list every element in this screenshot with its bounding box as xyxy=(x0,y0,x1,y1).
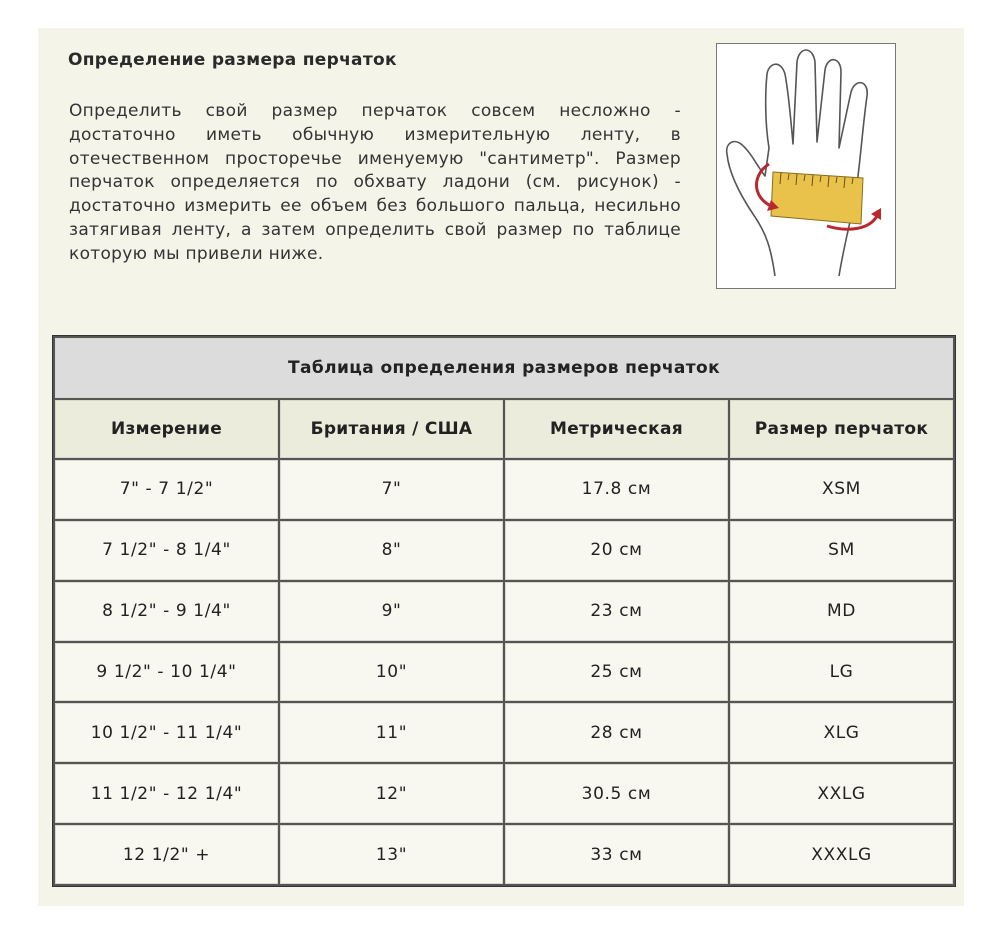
column-header: Британия / США xyxy=(280,400,503,458)
table-cell: 11 1/2" - 12 1/4" xyxy=(55,764,278,823)
table-cell: 23 см xyxy=(505,582,728,641)
table-cell: 11" xyxy=(280,703,503,762)
table-cell: 9" xyxy=(280,582,503,641)
size-table xyxy=(52,335,956,887)
table-cell: 12" xyxy=(280,764,503,823)
table-cell: 7" xyxy=(280,460,503,519)
table-cell: 17.8 см xyxy=(505,460,728,519)
column-header: Метрическая xyxy=(505,400,728,458)
column-header: Измерение xyxy=(55,400,278,458)
table-cell: MD xyxy=(730,582,953,641)
table-cell: 9 1/2" - 10 1/4" xyxy=(55,643,278,702)
column-header: Размер перчаток xyxy=(730,400,953,458)
table-cell: 25 см xyxy=(505,643,728,702)
table-cell: 20 см xyxy=(505,521,728,580)
intro-paragraph: Определить свой размер перчаток совсем несложно - достаточно иметь обычную измерительную ленту, в отечественном просторечье именуемую "сантиметр". Размер перчаток определяется по обхвату ладони (см. рисунок) - достаточно измерить ее объем без большого пальца, несильно затягивая ленту, а затем определить свой размер по таблице которую мы привели ниже. xyxy=(69,101,681,264)
table-row xyxy=(55,643,953,702)
table-cell: XSM xyxy=(730,460,953,519)
table-cell: LG xyxy=(730,643,953,702)
table-row xyxy=(55,764,953,823)
table-cell: 33 см xyxy=(505,825,728,884)
table-row xyxy=(55,825,953,884)
table-cell: 13" xyxy=(280,825,503,884)
table-cell: 10 1/2" - 11 1/4" xyxy=(55,703,278,762)
table-cell: 10" xyxy=(280,643,503,702)
table-cell: SM xyxy=(730,521,953,580)
table-row xyxy=(55,521,953,580)
table-cell: 30.5 см xyxy=(505,764,728,823)
hand-measuring-tape-icon xyxy=(717,44,895,288)
table-row xyxy=(55,460,953,519)
table-cell: 8 1/2" - 9 1/4" xyxy=(55,582,278,641)
table-cell: XXLG xyxy=(730,764,953,823)
table-cell: 12 1/2" + xyxy=(55,825,278,884)
table-cell: 8" xyxy=(280,521,503,580)
page-title: Определение размера перчаток xyxy=(68,50,397,70)
table-row xyxy=(55,582,953,641)
table-caption: Таблица определения размеров перчаток xyxy=(55,338,953,398)
table-cell: 7" - 7 1/2" xyxy=(55,460,278,519)
table-cell: XXXLG xyxy=(730,825,953,884)
table-cell: XLG xyxy=(730,703,953,762)
hand-illustration xyxy=(716,43,896,289)
table-row xyxy=(55,703,953,762)
table-cell: 7 1/2" - 8 1/4" xyxy=(55,521,278,580)
table-cell: 28 см xyxy=(505,703,728,762)
table-header-row xyxy=(55,400,953,458)
